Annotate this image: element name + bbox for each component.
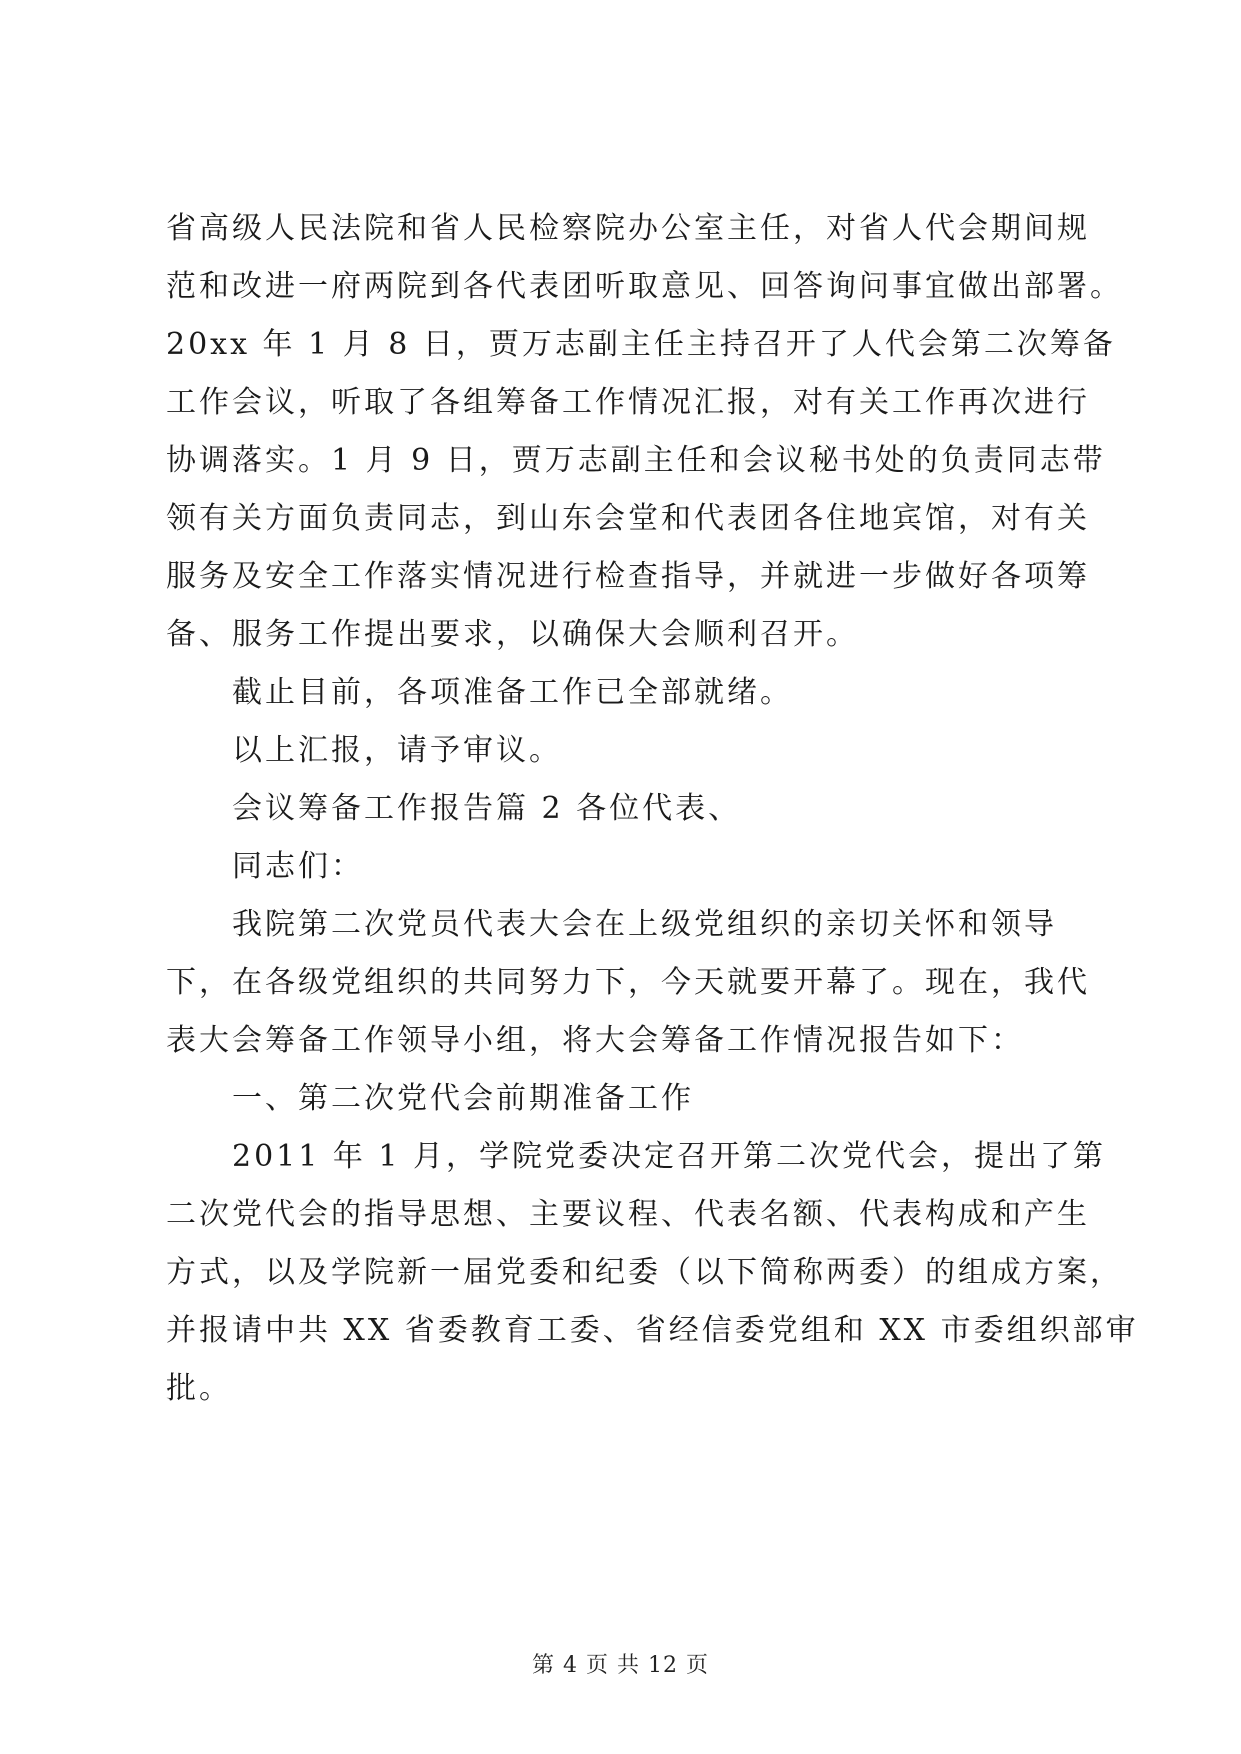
paragraph-start: 我院第二次党员代表大会在上级党组织的亲切关怀和领导: [232, 907, 1057, 942]
text-line: 批。: [166, 1371, 232, 1406]
text-line: 表大会筹备工作领导小组，将大会筹备工作情况报告如下：: [166, 1023, 1024, 1058]
paragraph-start: 以上汇报，请予审议。: [232, 733, 562, 768]
text-line: 并报请中共 XX 省委教育工委、省经信委党组和 XX 市委组织部审: [166, 1313, 1139, 1348]
text-line: 协调落实。1 月 9 日，贾万志副主任和会议秘书处的负责同志带: [166, 443, 1106, 478]
section-title: 会议筹备工作报告篇 2 各位代表、: [232, 791, 742, 826]
text-line: 领有关方面负责同志，到山东会堂和代表团各住地宾馆，对有关: [166, 501, 1090, 536]
paragraph-start: 截止目前，各项准备工作已全部就绪。: [232, 675, 793, 710]
text-line: 省高级人民法院和省人民检察院办公室主任，对省人代会期间规: [166, 211, 1090, 246]
text-line: 二次党代会的指导思想、主要议程、代表名额、代表构成和产生: [166, 1197, 1090, 1232]
document-body: [166, 200, 1139, 1418]
paragraph-start: 2011 年 1 月，学院党委决定召开第二次党代会，提出了第: [232, 1139, 1107, 1174]
text-line: 备、服务工作提出要求，以确保大会顺利召开。: [166, 617, 859, 652]
text-line: 方式，以及学院新一届党委和纪委（以下简称两委）的组成方案，: [166, 1255, 1123, 1290]
text-line: 工作会议，听取了各组筹备工作情况汇报，对有关工作再次进行: [166, 385, 1090, 420]
page-footer: 第 4 页 共 12 页: [532, 1653, 709, 1678]
text-line: 下，在各级党组织的共同努力下，今天就要开幕了。现在，我代: [166, 965, 1090, 1000]
salutation: 同志们：: [232, 849, 364, 884]
text-line: 范和改进一府两院到各代表团听取意见、回答询问事宜做出部署。: [166, 269, 1123, 304]
text-line: 20xx 年 1 月 8 日，贾万志副主任主持召开了人代会第二次筹备: [166, 327, 1116, 362]
section-heading: 一、第二次党代会前期准备工作: [232, 1081, 694, 1116]
text-line: 服务及安全工作落实情况进行检查指导，并就进一步做好各项筹: [166, 559, 1090, 594]
